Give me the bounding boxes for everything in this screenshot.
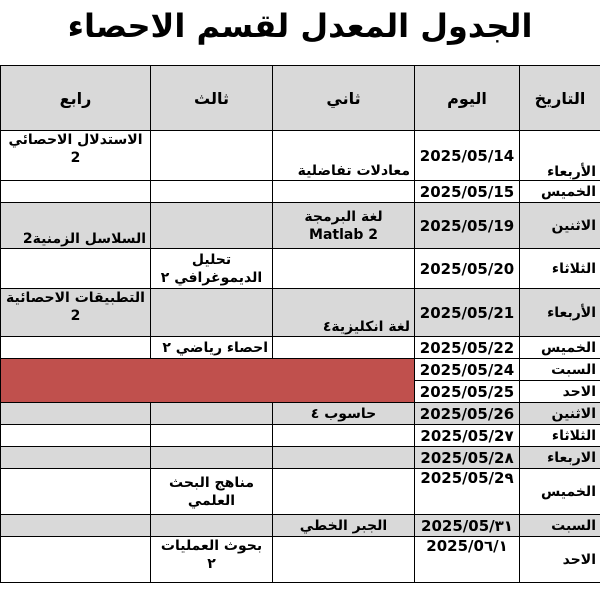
row-subject-second	[273, 425, 415, 447]
row-day-name: الثلاثاء	[520, 425, 600, 447]
row-date: 2025/05/24	[415, 359, 520, 381]
row-day-name: الخميس	[520, 181, 600, 203]
table-row	[1, 515, 600, 537]
row-subject-fourth	[1, 337, 151, 359]
header-third: ثالث	[151, 66, 273, 131]
row-day-name: السبت	[520, 359, 600, 381]
row-subject-second	[273, 249, 415, 289]
row-subject-second: لغة انكليزية٤	[273, 289, 415, 337]
table-row	[1, 537, 600, 583]
row-subject-third	[151, 131, 273, 181]
table-row	[1, 249, 600, 289]
row-date: 2025/05/2٧	[415, 425, 520, 447]
row-subject-fourth	[1, 425, 151, 447]
exam-schedule-table	[0, 65, 600, 583]
row-day-name: الخميس	[520, 337, 600, 359]
row-day-name: الأربعاء	[520, 289, 600, 337]
row-subject-fourth	[1, 249, 151, 289]
row-subject-third: تحليل الديموغرافي ٢	[151, 249, 273, 289]
row-subject-fourth: الاستدلال الاحصائي 2	[1, 131, 151, 181]
row-subject-third	[151, 181, 273, 203]
row-subject-second: الجبر الخطي	[273, 515, 415, 537]
row-date: 2025/05/25	[415, 381, 520, 403]
header-date: التاريخ	[520, 66, 600, 131]
table-row	[1, 131, 600, 181]
row-date: 2025/05/20	[415, 249, 520, 289]
header-second: ثاني	[273, 66, 415, 131]
header-day: اليوم	[415, 66, 520, 131]
row-date: 2025/05/٣١	[415, 515, 520, 537]
table-row	[1, 469, 600, 515]
row-subject-third: بحوث العمليات ٢	[151, 537, 273, 583]
row-day-name: الاحد	[520, 381, 600, 403]
row-subject-second	[273, 337, 415, 359]
row-subject-second	[273, 447, 415, 469]
row-subject-third	[151, 203, 273, 249]
table-row	[1, 359, 600, 381]
row-day-name: الأربعاء	[520, 131, 600, 181]
row-day-name: الاثنين	[520, 403, 600, 425]
row-date: 2025/0٦/١	[415, 537, 520, 583]
row-date: 2025/05/2٩	[415, 469, 520, 515]
table-row	[1, 203, 600, 249]
table-row	[1, 425, 600, 447]
row-date: 2025/05/22	[415, 337, 520, 359]
row-subject-second: معادلات تفاضلية	[273, 131, 415, 181]
row-subject-second	[273, 537, 415, 583]
row-subject-fourth	[1, 447, 151, 469]
row-date: 2025/05/19	[415, 203, 520, 249]
table-row	[1, 181, 600, 203]
row-subject-second: لغة البرمجة Matlab 2	[273, 203, 415, 249]
row-subject-third	[151, 447, 273, 469]
row-subject-second	[273, 181, 415, 203]
table-header-row	[1, 66, 600, 131]
row-subject-second: حاسوب ٤	[273, 403, 415, 425]
row-subject-third	[151, 425, 273, 447]
row-date: 2025/05/2٨	[415, 447, 520, 469]
header-fourth: رابع	[1, 66, 151, 131]
table-row	[1, 447, 600, 469]
row-date: 2025/05/15	[415, 181, 520, 203]
row-subject-third: احصاء رياضي ٢	[151, 337, 273, 359]
row-subject-fourth: السلاسل الزمنية2	[1, 203, 151, 249]
row-subject-fourth	[1, 181, 151, 203]
row-date: 2025/05/14	[415, 131, 520, 181]
table-row	[1, 289, 600, 337]
row-subject-third	[151, 403, 273, 425]
table-row	[1, 403, 600, 425]
row-day-name: السبت	[520, 515, 600, 537]
page-title: الجدول المعدل لقسم الاحصاء	[67, 7, 533, 45]
row-day-name: الاحد	[520, 537, 600, 583]
row-day-name: الاربعاء	[520, 447, 600, 469]
holiday-block	[1, 359, 415, 403]
row-subject-fourth	[1, 515, 151, 537]
row-subject-fourth	[1, 469, 151, 515]
row-subject-second	[273, 469, 415, 515]
row-day-name: الثلاثاء	[520, 249, 600, 289]
row-subject-third	[151, 289, 273, 337]
row-subject-third	[151, 515, 273, 537]
row-subject-fourth	[1, 403, 151, 425]
row-day-name: الاثنين	[520, 203, 600, 249]
row-date: 2025/05/26	[415, 403, 520, 425]
row-date: 2025/05/21	[415, 289, 520, 337]
table-row	[1, 337, 600, 359]
row-subject-fourth: التطبيقات الاحصائية 2	[1, 289, 151, 337]
row-subject-third: مناهج البحث العلمي	[151, 469, 273, 515]
row-subject-fourth	[1, 537, 151, 583]
row-day-name: الخميس	[520, 469, 600, 515]
